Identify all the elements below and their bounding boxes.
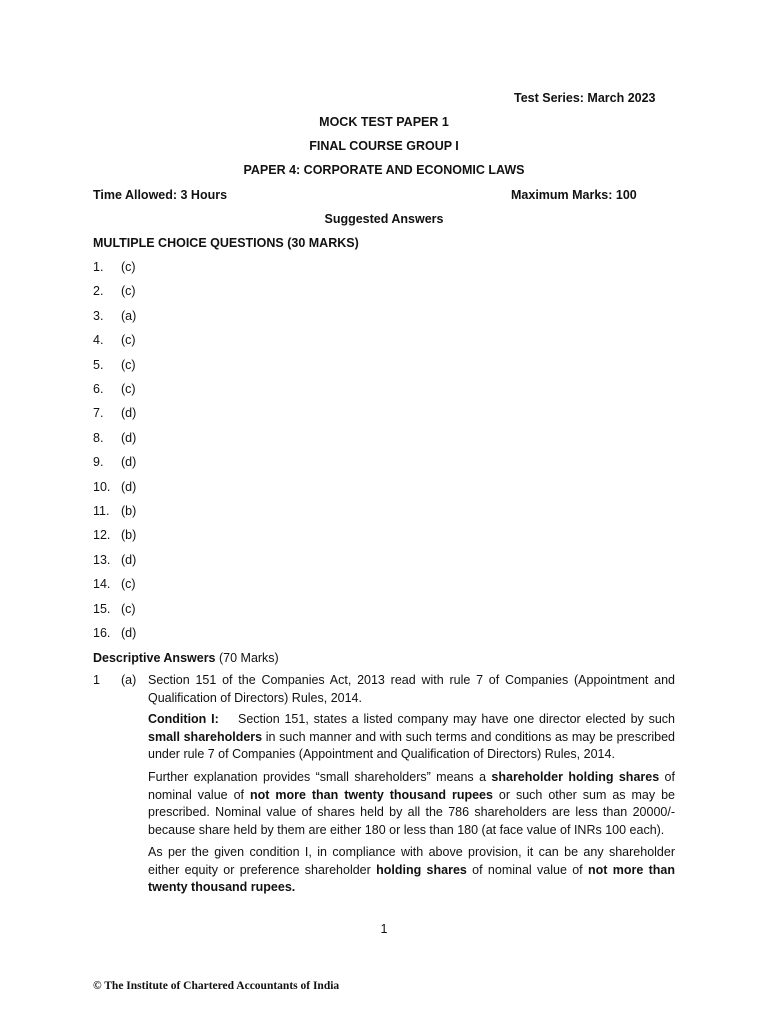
condition-one-label: Condition I: — [148, 712, 219, 726]
question-part: (a) — [121, 673, 137, 687]
compliance-text: As per the given condition I, in compliance with above provision, it can be any shareholder either equity or preference shareholder — [148, 845, 675, 877]
descriptive-heading-marks: (70 Marks) — [215, 651, 279, 665]
mock-title: MOCK TEST PAPER 1 — [319, 115, 449, 129]
paper-title: PAPER 4: CORPORATE AND ECONOMIC LAWS — [243, 163, 525, 177]
descriptive-heading — [93, 650, 279, 667]
time-allowed: Time Allowed: 3 Hours — [93, 188, 228, 202]
mcq-item-answer: (c) — [121, 358, 136, 372]
condition-one-paragraph — [148, 711, 679, 764]
course-title: FINAL COURSE GROUP I — [309, 139, 459, 153]
mcq-item-number: 1. — [93, 260, 104, 274]
mcq-item-answer: (d) — [121, 553, 137, 567]
mcq-item-answer: (c) — [121, 333, 136, 347]
condition-compliance-paragraph — [148, 844, 675, 897]
mcq-item-number: 5. — [93, 358, 104, 372]
mcq-item-number: 15. — [93, 602, 111, 616]
mcq-item-number: 8. — [93, 431, 104, 445]
descriptive-heading-bold: Descriptive Answers — [93, 651, 216, 665]
mcq-item-answer: (d) — [121, 431, 137, 445]
explanation-paragraph — [148, 769, 675, 839]
mcq-item-answer: (c) — [121, 382, 136, 396]
compliance-bold-2: not more than twenty thousand rupees. — [148, 862, 675, 894]
mcq-item-number: 6. — [93, 382, 104, 396]
answer-intro: Section 151 of the Companies Act, 2013 read with rule 7 of Companies (Appointment and Qualification of Directors) Rules, 2014. — [148, 673, 675, 705]
mcq-item-number: 16. — [93, 626, 111, 640]
mcq-item-number: 7. — [93, 406, 104, 420]
mcq-item-number: 12. — [93, 528, 111, 542]
explanation-text: Further explanation provides “small shareholders” means a — [148, 770, 492, 784]
mcq-item-number: 11. — [93, 504, 110, 518]
mcq-item-answer: (c) — [121, 602, 136, 616]
compliance-bold-1: holding shares — [376, 862, 467, 877]
condition-one-text-cont: in such manner and with such terms and conditions as may be prescribed under rule 7 of Companies (Appointment and Qualification of Directors) Rules, 2014. — [148, 729, 675, 761]
mcq-item-number: 4. — [93, 333, 104, 347]
mcq-item-answer: (a) — [121, 309, 137, 323]
copyright-footer: © The Institute of Chartered Accountants of India — [93, 980, 340, 992]
condition-one-bold: small shareholders — [148, 729, 263, 744]
mcq-item-answer: (c) — [121, 260, 136, 274]
mcq-item-answer: (d) — [121, 626, 137, 640]
explanation-bold-1: shareholder holding shares — [491, 770, 660, 784]
mcq-item-answer: (b) — [121, 504, 137, 518]
page-number: 1 — [380, 922, 388, 936]
question-number: 1 — [93, 673, 100, 687]
mcq-item-answer: (d) — [121, 406, 137, 420]
explanation-text-3: or such other sum as may be prescribed. Nominal value of shares held by all the 786 shareholders are less than 20000/- because share held by them are either 180 or less than 180 (at face value of INRs 100 each). — [148, 787, 675, 837]
mcq-item-number: 13. — [93, 553, 111, 567]
mcq-item-number: 14. — [93, 577, 111, 591]
maximum-marks: Maximum Marks: 100 — [511, 188, 637, 202]
mcq-item-answer: (d) — [121, 455, 137, 469]
mcq-item-number: 9. — [93, 455, 104, 469]
suggested-answers-title: Suggested Answers — [324, 212, 444, 226]
mcq-heading: MULTIPLE CHOICE QUESTIONS (30 MARKS) — [93, 236, 359, 250]
mcq-item-answer: (b) — [121, 528, 137, 542]
condition-one-text: Section 151, states a listed company may have one director elected by such — [218, 712, 679, 726]
mcq-item-number: 3. — [93, 309, 104, 323]
test-series-label: Test Series: March 2023 — [514, 91, 656, 105]
mcq-item-number: 2. — [93, 284, 104, 298]
mcq-item-answer: (c) — [121, 577, 136, 591]
mcq-item-number: 10. — [93, 480, 111, 494]
compliance-text-2: of nominal value of — [466, 862, 588, 877]
explanation-text-2: of nominal value of — [148, 770, 675, 802]
explanation-bold-2: not more than twenty thousand rupees — [249, 787, 493, 802]
mcq-item-answer: (c) — [121, 284, 136, 298]
mcq-item-answer: (d) — [121, 480, 137, 494]
